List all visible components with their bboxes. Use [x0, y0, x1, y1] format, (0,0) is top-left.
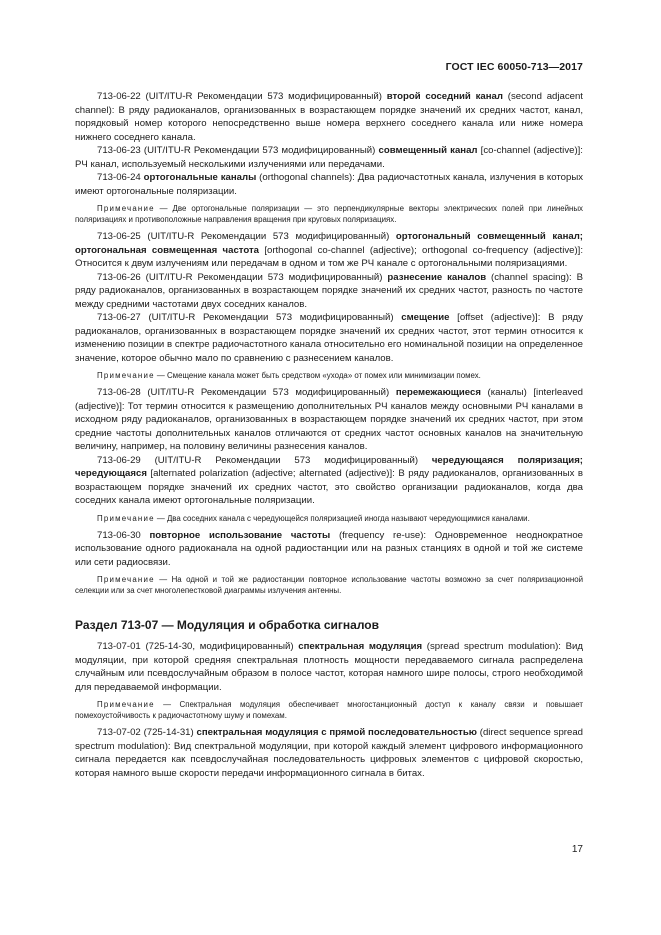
document-body [75, 90, 583, 780]
entry-713-06-30: 713-06-30 повторное использование частоты (frequency re-use): Одновременное неоднократное использование одного радиоканала на одной радиостанции или на разных станциях в одной и той же системе или сети радиосвязи. [75, 529, 583, 568]
note-1: Примечание — Две ортогональные поляризации — это перпендикулярные векторы электрических полей при линейных поляризациях и противоположные направления вращения при круговых поляризациях. [75, 204, 583, 224]
term: смещение [401, 312, 450, 323]
entry-713-06-23: 713-06-23 (UIT/ITU-R Рекомендации 573 модифицированный) совмещенный канал [co-channel (adjective)]: РЧ канал, используемый несколькими излучениями или передачами. [75, 145, 583, 170]
page-number: 17 [571, 844, 583, 855]
term: повторное использование частоты [149, 529, 331, 541]
note-3: Примечание — Два соседних канала с чередующейся поляризацией иногда называют чередующимися каналами. [97, 513, 530, 523]
entry-713-06-28: 713-06-28 (UIT/ITU-R Рекомендации 573 модифицированный) перемежающиеся (каналы) [interleaved (adjective)]: Тот термин относится к размещению дополнительных РЧ каналов между основными РЧ каналами в исходном ряду радиоканалов, организованных в возрастающем порядке значений их средних частот, при этом средние частоты дополнительных каналов отличаются от средних частот основных каналов на значительную величину, например, на половину величины разнесения каналов. [75, 387, 583, 452]
term: совмещенный канал [378, 145, 478, 156]
entry-713-06-24: 713-06-24 ортогональные каналы (orthogonal channels): Два радиочастотных канала, излучения в которых имеют ортогональные поляризации. [75, 172, 584, 197]
note-label: Примечание [97, 575, 155, 584]
note-5: Примечание — Спектральная модуляция обеспечивает многостанционный доступ к каналу связи и повышает помехоустойчивость к радиочастотному шуму и помехам. [75, 700, 583, 720]
note-4: Примечание — На одной и той же радиостанции повторное использование частоты возможно за счет поляризационной селекции или за счет многолепестковой диаграммы излучения антенны. [75, 575, 583, 595]
term: чередующаяся поляризация; чередующаяся [75, 454, 583, 479]
entry-713-07-02: 713-07-02 (725-14-31) спектральная модуляция с прямой последовательностью (direct sequence spread spectrum modulation): Вид спектральной модуляции, при которой каждый элемент цифрового информационного сигнала передается как псевдослучайная последовательность цифровых элементов с цифровой скоростью, которая намного выше скорости передачи информационного сигнала в битах. [75, 727, 583, 779]
term: спектральная модуляция [298, 641, 423, 652]
note-2: Примечание — Смещение канала может быть средством «ухода» от помех или минимизации помех. [97, 371, 481, 380]
entry-713-06-27: 713-06-27 (UIT/ITU-R Рекомендации 573 модифицированный) смещение [offset (adjective)]: В ряду радиоканалов, организованных в возрастающем порядке значений их средних частот, этот термин относится к изменению позиции в спектре радиочастотного канала относительно его номинальной позиции на определенное значение, которое обычно мало по сравнению с разнесением каналов. [75, 312, 583, 364]
term: второй соседний канал [386, 91, 503, 102]
standard-header: ГОСТ IEC 60050-713—2017 [445, 61, 583, 73]
entry-713-06-25: 713-06-25 (UIT/ITU-R Рекомендации 573 модифицированный) ортогональный совмещенный канал; ортогональная совмещенная частота [orthogonal co-channel (adjective); orthogonal co-frequency (adjective)]: Относится к двум излучениям или передачам в одном и том же РЧ канале с ортогональными поляризациями. [75, 231, 583, 269]
term: перемежающиеся [395, 387, 481, 398]
term: спектральная модуляция с прямой последовательностью [196, 727, 477, 738]
section-heading: Раздел 713-07 — Модуляция и обработка сигналов [75, 618, 380, 632]
note-label: Примечание [97, 513, 155, 523]
entry-713-07-01: 713-07-01 (725-14-30, модифицированный) спектральная модуляция (spread spectrum modulation): Вид модуляции, при которой средняя спектральная плотность мощности передаваемого сигнала распределена случайным или псевдослучайным образом в полосе частот, которая намного шире полосы, строго необходимой для передаваемой информации. [75, 641, 583, 693]
term: разнесение каналов [387, 271, 487, 283]
note-label: Примечание [97, 204, 155, 213]
entry-713-06-26: 713-06-26 (UIT/ITU-R Рекомендации 573 модифицированный) разнесение каналов (channel spacing): В ряду радиоканалов, организованных в возрастающем порядке значений их средних частот, разность по частоте между средними частотами двух соседних каналов. [75, 271, 583, 310]
term: ортогональный совмещенный канал; ортогональная совмещенная частота [75, 231, 583, 256]
entry-713-06-22: 713-06-22 (UIT/ITU-R Рекомендации 573 модифицированный) второй соседний канал (second adjacent channel): В ряду радиоканалов, организованных в возрастающем порядке значений их средних частот, канал, порядковый номер которого непосредственно выше номера верхнего соседнего канала или ниже номера нижнего соседнего канала. [75, 91, 583, 143]
term: ортогональные каналы [143, 172, 257, 183]
entry-713-06-29: 713-06-29 (UIT/ITU-R Рекомендации 573 модифицированный) чередующаяся поляризация; чередующаяся [alternated polarization (adjective; alternated (adjective)]: В ряду радиоканалов, организованных в возрастающем порядке значений их средних частот, это свойство организации радиоканалов, когда два соседних канала имеют ортогональные поляризации. [75, 454, 583, 506]
note-label: Примечание [97, 371, 155, 380]
note-label: Примечание [97, 700, 155, 709]
